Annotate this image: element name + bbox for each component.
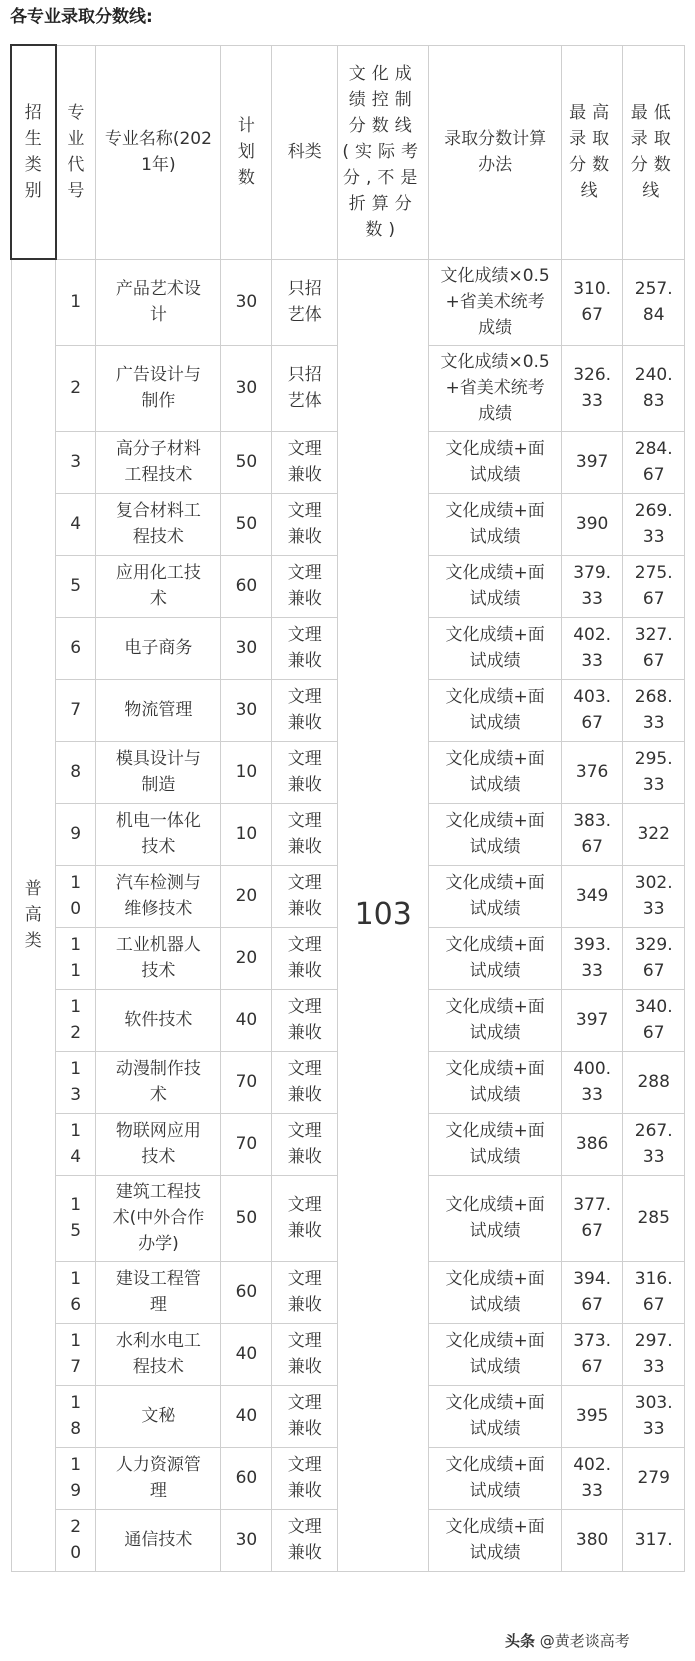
plan-cell: 40 bbox=[221, 1385, 272, 1447]
name-cell: 通信技术 bbox=[96, 1509, 221, 1571]
min-score-cell: 302.33 bbox=[623, 865, 685, 927]
table-body bbox=[11, 259, 685, 1571]
min-score-cell: 327.67 bbox=[623, 617, 685, 679]
header-code: 专业代号 bbox=[56, 45, 96, 259]
plan-cell: 60 bbox=[221, 555, 272, 617]
subject-cell: 文理兼收 bbox=[272, 431, 338, 493]
plan-cell: 30 bbox=[221, 345, 272, 431]
code-cell: 5 bbox=[56, 555, 96, 617]
method-cell: 文化成绩×0.5+省美术统考成绩 bbox=[429, 259, 562, 345]
min-score-cell: 297.33 bbox=[623, 1323, 685, 1385]
plan-cell: 60 bbox=[221, 1447, 272, 1509]
code-cell: 10 bbox=[56, 865, 96, 927]
max-score-cell: 386 bbox=[561, 1113, 623, 1175]
code-cell: 7 bbox=[56, 679, 96, 741]
header-subject: 科类 bbox=[272, 45, 338, 259]
subject-cell: 文理兼收 bbox=[272, 493, 338, 555]
header-max: 最高录取分数线 bbox=[561, 45, 623, 259]
min-score-cell: 285 bbox=[623, 1175, 685, 1261]
max-score-cell: 390 bbox=[561, 493, 623, 555]
min-score-cell: 295.33 bbox=[623, 741, 685, 803]
code-cell: 6 bbox=[56, 617, 96, 679]
max-score-cell: 383.67 bbox=[561, 803, 623, 865]
name-cell: 人力资源管理 bbox=[96, 1447, 221, 1509]
min-score-cell: 303.33 bbox=[623, 1385, 685, 1447]
min-score-cell: 240.83 bbox=[623, 345, 685, 431]
method-cell: 文化成绩+面试成绩 bbox=[429, 1323, 562, 1385]
code-cell: 14 bbox=[56, 1113, 96, 1175]
subject-cell: 只招艺体 bbox=[272, 259, 338, 345]
min-score-cell: 257.84 bbox=[623, 259, 685, 345]
name-cell: 高分子材料工程技术 bbox=[96, 431, 221, 493]
name-cell: 物联网应用技术 bbox=[96, 1113, 221, 1175]
max-score-cell: 373.67 bbox=[561, 1323, 623, 1385]
subject-cell: 文理兼收 bbox=[272, 679, 338, 741]
plan-cell: 70 bbox=[221, 1113, 272, 1175]
plan-cell: 50 bbox=[221, 431, 272, 493]
plan-cell: 20 bbox=[221, 927, 272, 989]
subject-cell: 文理兼收 bbox=[272, 803, 338, 865]
name-cell: 工业机器人技术 bbox=[96, 927, 221, 989]
header-category: 招生类别 bbox=[11, 45, 56, 259]
max-score-cell: 394.67 bbox=[561, 1261, 623, 1323]
header-plan: 计划数 bbox=[221, 45, 272, 259]
min-score-cell: 317. bbox=[623, 1509, 685, 1571]
control-score-cell: 103 bbox=[338, 259, 429, 1571]
min-score-cell: 279 bbox=[623, 1447, 685, 1509]
max-score-cell: 377.67 bbox=[561, 1175, 623, 1261]
table-row bbox=[11, 259, 685, 345]
max-score-cell: 380 bbox=[561, 1509, 623, 1571]
name-cell: 软件技术 bbox=[96, 989, 221, 1051]
code-cell: 17 bbox=[56, 1323, 96, 1385]
method-cell: 文化成绩+面试成绩 bbox=[429, 493, 562, 555]
subject-cell: 文理兼收 bbox=[272, 1323, 338, 1385]
min-score-cell: 269.33 bbox=[623, 493, 685, 555]
max-score-cell: 395 bbox=[561, 1385, 623, 1447]
max-score-cell: 379.33 bbox=[561, 555, 623, 617]
header-method: 录取分数计算办法 bbox=[429, 45, 562, 259]
name-cell: 文秘 bbox=[96, 1385, 221, 1447]
code-cell: 11 bbox=[56, 927, 96, 989]
method-cell: 文化成绩+面试成绩 bbox=[429, 989, 562, 1051]
name-cell: 广告设计与制作 bbox=[96, 345, 221, 431]
name-cell: 模具设计与制造 bbox=[96, 741, 221, 803]
code-cell: 20 bbox=[56, 1509, 96, 1571]
min-score-cell: 288 bbox=[623, 1051, 685, 1113]
method-cell: 文化成绩+面试成绩 bbox=[429, 1509, 562, 1571]
name-cell: 复合材料工程技术 bbox=[96, 493, 221, 555]
plan-cell: 70 bbox=[221, 1051, 272, 1113]
subject-cell: 文理兼收 bbox=[272, 927, 338, 989]
min-score-cell: 268.33 bbox=[623, 679, 685, 741]
method-cell: 文化成绩+面试成绩 bbox=[429, 803, 562, 865]
code-cell: 9 bbox=[56, 803, 96, 865]
admission-score-table bbox=[10, 44, 685, 1572]
min-score-cell: 340.67 bbox=[623, 989, 685, 1051]
subject-cell: 文理兼收 bbox=[272, 1113, 338, 1175]
plan-cell: 10 bbox=[221, 803, 272, 865]
plan-cell: 30 bbox=[221, 259, 272, 345]
code-cell: 13 bbox=[56, 1051, 96, 1113]
code-cell: 4 bbox=[56, 493, 96, 555]
min-score-cell: 316.67 bbox=[623, 1261, 685, 1323]
method-cell: 文化成绩+面试成绩 bbox=[429, 865, 562, 927]
method-cell: 文化成绩+面试成绩 bbox=[429, 555, 562, 617]
name-cell: 产品艺术设计 bbox=[96, 259, 221, 345]
code-cell: 16 bbox=[56, 1261, 96, 1323]
name-cell: 建设工程管理 bbox=[96, 1261, 221, 1323]
name-cell: 物流管理 bbox=[96, 679, 221, 741]
plan-cell: 40 bbox=[221, 989, 272, 1051]
subject-cell: 文理兼收 bbox=[272, 989, 338, 1051]
min-score-cell: 329.67 bbox=[623, 927, 685, 989]
max-score-cell: 349 bbox=[561, 865, 623, 927]
max-score-cell: 310.67 bbox=[561, 259, 623, 345]
method-cell: 文化成绩+面试成绩 bbox=[429, 741, 562, 803]
watermark-text: @黄老谈高考 bbox=[539, 1632, 630, 1650]
name-cell: 机电一体化技术 bbox=[96, 803, 221, 865]
max-score-cell: 400.33 bbox=[561, 1051, 623, 1113]
method-cell: 文化成绩+面试成绩 bbox=[429, 1175, 562, 1261]
subject-cell: 文理兼收 bbox=[272, 1175, 338, 1261]
plan-cell: 60 bbox=[221, 1261, 272, 1323]
max-score-cell: 402.33 bbox=[561, 1447, 623, 1509]
min-score-cell: 275.67 bbox=[623, 555, 685, 617]
header-min: 最低录取分数线 bbox=[623, 45, 685, 259]
method-cell: 文化成绩+面试成绩 bbox=[429, 927, 562, 989]
subject-cell: 文理兼收 bbox=[272, 1447, 338, 1509]
method-cell: 文化成绩+面试成绩 bbox=[429, 1113, 562, 1175]
name-cell: 电子商务 bbox=[96, 617, 221, 679]
code-cell: 1 bbox=[56, 259, 96, 345]
method-cell: 文化成绩+面试成绩 bbox=[429, 431, 562, 493]
max-score-cell: 393.33 bbox=[561, 927, 623, 989]
watermark bbox=[502, 1629, 633, 1652]
subject-cell: 只招艺体 bbox=[272, 345, 338, 431]
code-cell: 2 bbox=[56, 345, 96, 431]
subject-cell: 文理兼收 bbox=[272, 555, 338, 617]
min-score-cell: 267.33 bbox=[623, 1113, 685, 1175]
name-cell: 应用化工技术 bbox=[96, 555, 221, 617]
name-cell: 动漫制作技术 bbox=[96, 1051, 221, 1113]
method-cell: 文化成绩+面试成绩 bbox=[429, 679, 562, 741]
method-cell: 文化成绩+面试成绩 bbox=[429, 1385, 562, 1447]
plan-cell: 30 bbox=[221, 1509, 272, 1571]
min-score-cell: 322 bbox=[623, 803, 685, 865]
max-score-cell: 397 bbox=[561, 989, 623, 1051]
max-score-cell: 402.33 bbox=[561, 617, 623, 679]
code-cell: 18 bbox=[56, 1385, 96, 1447]
category-cell: 普高类 bbox=[11, 259, 56, 1571]
subject-cell: 文理兼收 bbox=[272, 1385, 338, 1447]
page-title: 各专业录取分数线: bbox=[10, 7, 153, 27]
subject-cell: 文理兼收 bbox=[272, 617, 338, 679]
method-cell: 文化成绩+面试成绩 bbox=[429, 617, 562, 679]
max-score-cell: 397 bbox=[561, 431, 623, 493]
max-score-cell: 403.67 bbox=[561, 679, 623, 741]
header-control: 文化成绩控制分数线(实际考分,不是折算分数) bbox=[338, 45, 429, 259]
subject-cell: 文理兼收 bbox=[272, 865, 338, 927]
subject-cell: 文理兼收 bbox=[272, 1509, 338, 1571]
header-name: 专业名称(2021年) bbox=[96, 45, 221, 259]
plan-cell: 30 bbox=[221, 679, 272, 741]
plan-cell: 50 bbox=[221, 1175, 272, 1261]
method-cell: 文化成绩+面试成绩 bbox=[429, 1051, 562, 1113]
code-cell: 3 bbox=[56, 431, 96, 493]
max-score-cell: 326.33 bbox=[561, 345, 623, 431]
plan-cell: 30 bbox=[221, 617, 272, 679]
plan-cell: 10 bbox=[221, 741, 272, 803]
code-cell: 8 bbox=[56, 741, 96, 803]
method-cell: 文化成绩+面试成绩 bbox=[429, 1261, 562, 1323]
min-score-cell: 284.67 bbox=[623, 431, 685, 493]
method-cell: 文化成绩×0.5+省美术统考成绩 bbox=[429, 345, 562, 431]
plan-cell: 20 bbox=[221, 865, 272, 927]
code-cell: 19 bbox=[56, 1447, 96, 1509]
header-row bbox=[11, 45, 685, 259]
watermark-logo: 头条 bbox=[505, 1632, 536, 1650]
code-cell: 15 bbox=[56, 1175, 96, 1261]
plan-cell: 40 bbox=[221, 1323, 272, 1385]
name-cell: 建筑工程技术(中外合作办学) bbox=[96, 1175, 221, 1261]
name-cell: 水利水电工程技术 bbox=[96, 1323, 221, 1385]
subject-cell: 文理兼收 bbox=[272, 1261, 338, 1323]
code-cell: 12 bbox=[56, 989, 96, 1051]
subject-cell: 文理兼收 bbox=[272, 741, 338, 803]
name-cell: 汽车检测与维修技术 bbox=[96, 865, 221, 927]
method-cell: 文化成绩+面试成绩 bbox=[429, 1447, 562, 1509]
subject-cell: 文理兼收 bbox=[272, 1051, 338, 1113]
max-score-cell: 376 bbox=[561, 741, 623, 803]
plan-cell: 50 bbox=[221, 493, 272, 555]
